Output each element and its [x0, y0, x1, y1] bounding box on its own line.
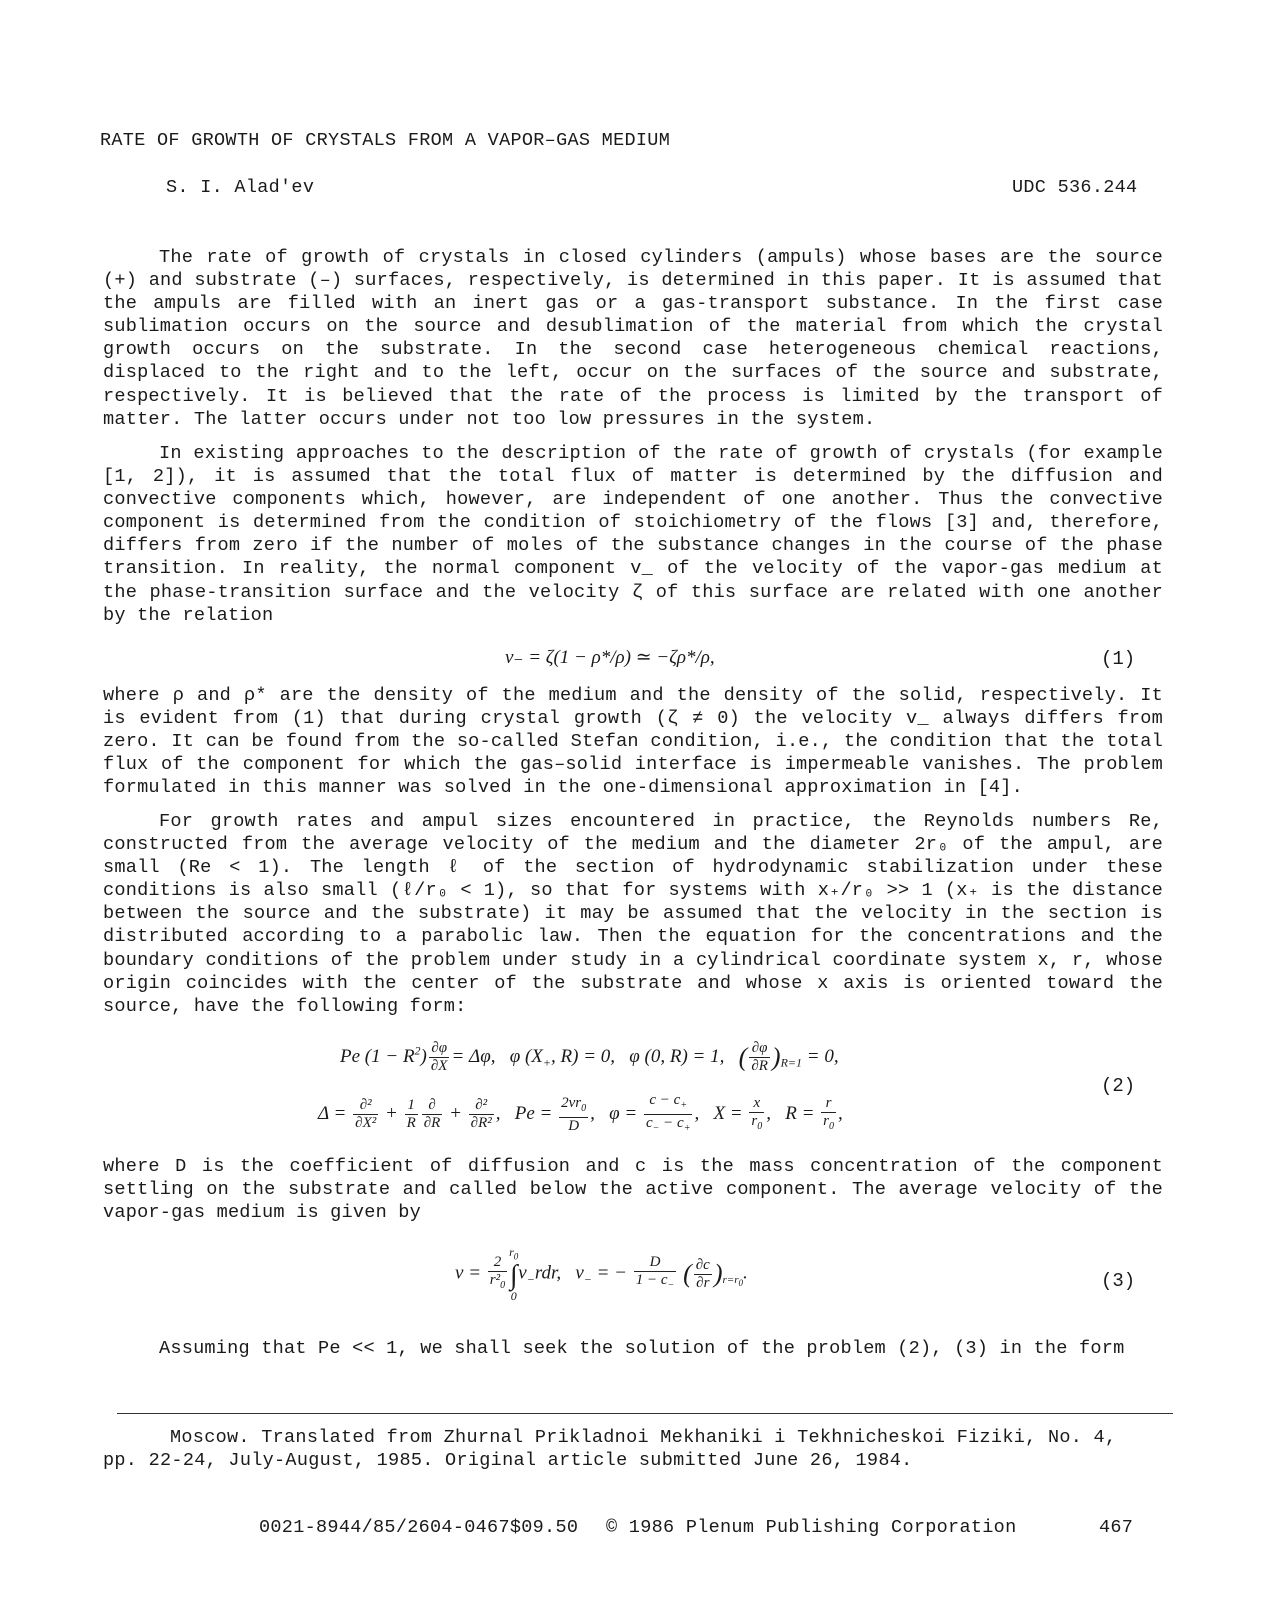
footer-code: 0021-8944/85/2604-0467$09.50 [259, 1517, 579, 1538]
footnote-line-2: pp. 22-24, July-August, 1985. Original article submitted June 26, 1984. [103, 1450, 913, 1471]
paragraph-densities: where ρ and ρ* are the density of the medium and the density of the solid, respectively. It is evident from (1) that during crystal growth (ζ ≠ 0) the velocity v_ always differs from zero. It can be found from the so-called Stefan condition, i.e., the condition that the total flux of the component for which the gas–solid interface is impermeable vanishes. The problem formulated in this manner was solved in the one-dimensional approximation in [4]. [103, 685, 1163, 799]
page-number: 467 [1099, 1517, 1134, 1538]
footnote-rule [117, 1413, 1173, 1414]
equation-3: v = $\frac{2}{r^2_0}$ $r_0$ ∫ 0 $v_-rdr$, $v_-$ = − $\frac{D}{1 - c_-}$ ( $\frac{\partial c}{\partial r}$ )$_{r=r_0}$. [455, 1245, 748, 1304]
equation-2-number: (2) [1101, 1075, 1136, 1097]
author: S. I. Alad'ev [166, 177, 315, 198]
udc-code: UDC 536.244 [1012, 177, 1138, 198]
equation-2-line-2: Δ = $\frac{\text{∂²}}{\text{∂X²}}$ + $\frac{1}{R}$ $\frac{\partial}{\partial R}$ + $\frac{\text{∂²}}{\text{∂R²}}$ , Pe = $\frac{2vr_0}{D}$ , φ = $\frac{c - c_+}{c_- - c_+}$ , X = $\frac{x}{r_0}$ , R = $\frac{r}{r_0}$ , [318, 1092, 843, 1134]
footnote-line-1: Moscow. Translated from Zhurnal Prikladnoi Mekhaniki i Tekhnicheskoi Fiziki, No. 4, [170, 1427, 1117, 1448]
article-title: RATE OF GROWTH OF CRYSTALS FROM A VAPOR–GAS MEDIUM [100, 130, 671, 151]
equation-2 [318, 1040, 978, 1140]
paragraph-diffusion: where D is the coefficient of diffusion and c is the mass concentration of the component settling on the substrate and called below the active component. The average velocity of the vapor-gas medium is given by [103, 1156, 1163, 1224]
footer-copyright: © 1986 Plenum Publishing Corporation [606, 1517, 1017, 1538]
paragraph-reynolds: For growth rates and ampul sizes encountered in practice, the Reynolds numbers Re, constructed from the average velocity of the medium and the diameter 2r₀ of the ampul, are small (Re < 1). The length ℓ of the section of hydrodynamic stabilization under these conditions is also small (ℓ/r₀ < 1), so that for systems with x₊/r₀ >> 1 (x₊ is the distance between the source and the substrate) it may be assumed that the velocity in the section is distributed according to a parabolic law. Then the equation for the concentrations and the boundary conditions of the problem under study in a cylindrical coordinate system x, r, whose origin coincides with the center of the substrate and whose x axis is oriented toward the source, have the following form: [103, 811, 1163, 1017]
equation-1: v₋ = ζ(1 − ρ*/ρ) ≃ −ζρ*/ρ, [505, 647, 715, 668]
equation-1-number: (1) [1101, 648, 1136, 670]
paragraph-intro: The rate of growth of crystals in closed cylinders (ampuls) whose bases are the source (+) and substrate (–) surfaces, respectively, is determined in this paper. It is assumed that the ampuls are filled with an inert gas or a gas-transport substance. In the first case sublimation occurs on the source and desublimation of the material from which the crystal growth occurs on the substrate. In the second case heterogeneous chemical reactions, displaced to the right and to the left, occur on the surfaces of the source and substrate, respectively. It is believed that the rate of the process is limited by the transport of matter. The latter occurs under not too low pressures in the system. [103, 247, 1163, 430]
paragraph-approaches: In existing approaches to the description of the rate of growth of crystals (for example [1, 2]), it is assumed that the total flux of matter is determined by the diffusion and convective components which, however, are independent of one another. Thus the convective component is determined from the condition of stoichiometry of the flows [3] and, therefore, differs from zero if the number of moles of the substance changes in the course of the phase transition. In reality, the normal component v_ of the velocity of the vapor-gas medium at the phase-transition surface and the velocity ζ of this surface are related with one another by the relation [103, 443, 1163, 626]
equation-3-number: (3) [1101, 1270, 1136, 1292]
equation-2-line-1: Pe $(1 - R^2)$ $\frac{\partial\varphi}{\partial X}$ = Δφ, φ ($X_+$, R) = 0, φ (0, R) = 1, ( $\frac{\partial\varphi}{\partial R}$ )$_{R=1} = 0$, [340, 1040, 839, 1074]
paragraph-assumption: Assuming that Pe << 1, we shall seek the solution of the problem (2), (3) in the form [159, 1338, 1125, 1359]
